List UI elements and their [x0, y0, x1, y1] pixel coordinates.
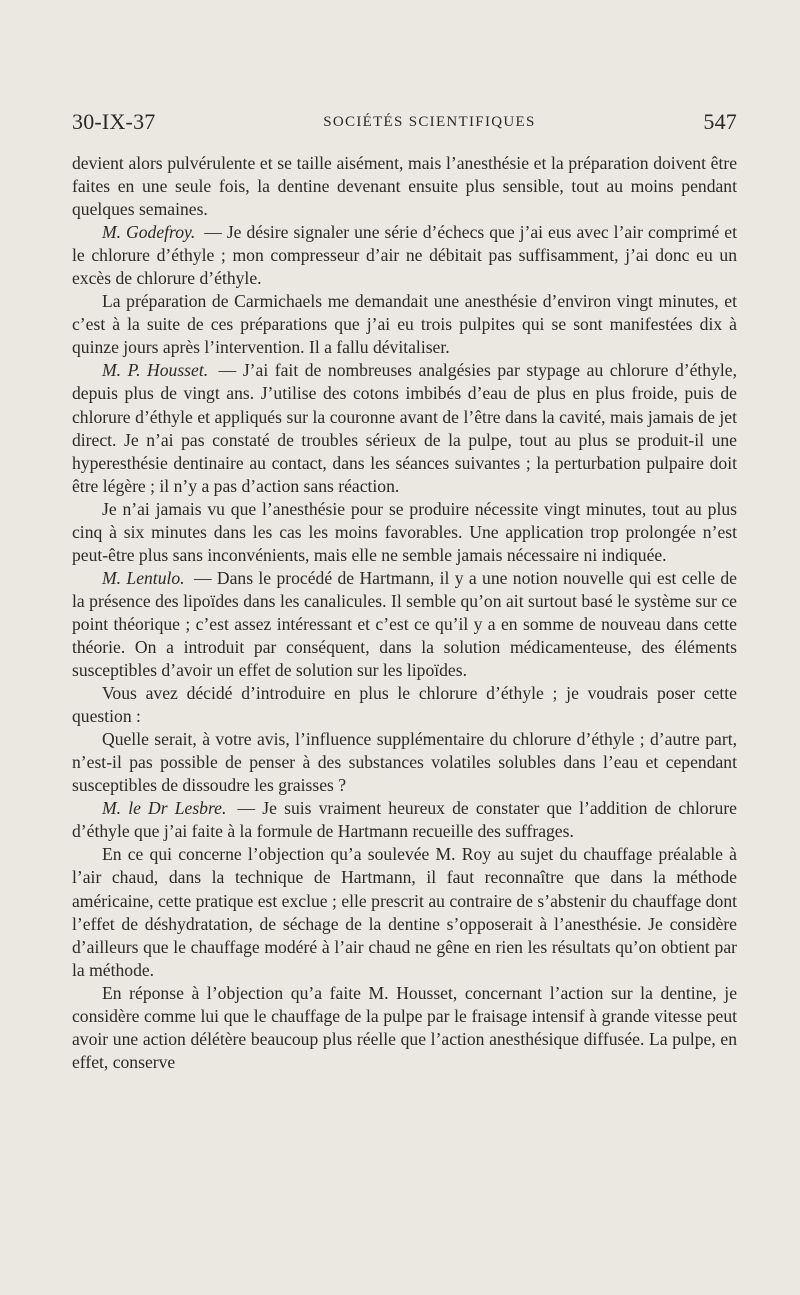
header-title: SOCIÉTÉS SCIENTIFIQUES	[323, 113, 536, 130]
paragraph-7: Vous avez décidé d’introduire en plus le chlorure d’éthyle ; je voudrais poser cette question :	[72, 683, 737, 727]
paragraph-4: M. P. Housset. — J’ai fait de nombreuses analgésies par stypage au chlorure d’éthyle, depuis plus de vingt ans. J’utilise des cotons imbibés d’eau de plus en plus froide, puis de chlorure d’éthyle et appliqués sur la couronne avant de l’être dans la cavité, mais jamais de jet direct. Je n’ai pas constaté de troubles sérieux de la pulpe, tout au plus se produit-il une hyperesthésie dentinaire au contact, dans les séances suivantes ; la perturbation pulpaire doit être légère ; il n’y a pas d’action sans réaction.	[72, 360, 737, 496]
running-header	[72, 105, 737, 139]
dash-separator: —	[218, 360, 237, 381]
speaker-name: M. Godefroy.	[102, 222, 196, 243]
paragraph-10: En ce qui concerne l’objection qu’a soulevée M. Roy au sujet du chauffage préalable à l’air chaud, dans la technique de Hartmann, il faut reconnaître que dans la méthode américaine, cette pratique est exclue ; elle prescrit au contraire de s’abstenir du chauffage dont l’effet de déshydratation, de séchage de la dentine s’opposerait à l’anesthésie. Je considère d’ailleurs que le chauffage modéré à l’air chaud ne gêne en rien les résultats qu’on obtient par la méthode.	[72, 844, 737, 980]
dash-separator: —	[237, 798, 256, 819]
speaker-name: M. le Dr Lesbre.	[102, 798, 227, 819]
paragraph-3: La préparation de Carmichaels me demandait une anesthésie d’environ vingt minutes, et c’est à la suite de ces préparations que j’ai eu trois pulpites qui se sont manifestées dix à quinze jours après l’intervention. Il a fallu dévitaliser.	[72, 291, 737, 358]
paragraph-8: Quelle serait, à votre avis, l’influence supplémentaire du chlorure d’éthyle ; d’autre part, n’est-il pas possible de penser à des substances volatiles solubles dans l’eau et cependant susceptibles de dissoudre les graisses ?	[72, 729, 737, 796]
speaker-name: M. Lentulo.	[102, 567, 185, 588]
header-date: 30-IX-37	[72, 109, 156, 134]
dash-separator: —	[204, 222, 222, 243]
page-number: 547	[703, 109, 737, 134]
paragraph-1: devient alors pulvérulente et se taille aisément, mais l’anesthésie et la préparation doivent être faites en une seule fois, la dentine devenant ensuite plus sensible, tout au moins pendant quelques semaines.	[72, 153, 737, 220]
paragraph-6: M. Lentulo. — Dans le procédé de Hartmann, il y a une notion nouvelle qui est celle de la présence des lipoïdes dans les canalicules. Il semble qu’on ait surtout basé le système sur ce point théorique ; c’est assez intéressant et c’est ce qu’il y a en somme de nouveau dans cette théorie. On a introduit par conséquent, dans la solution médicamenteuse, des éléments susceptibles d’avoir un effet de solution sur les lipoïdes.	[72, 567, 737, 681]
paragraph-9: M. le Dr Lesbre. — Je suis vraiment heureux de constater que l’addition de chlorure d’éthyle que j’ai faite à la formule de Hartmann recueille des suffrages.	[72, 798, 737, 842]
paragraph-11: En réponse à l’objection qu’a faite M. Housset, concernant l’action sur la dentine, je considère comme lui que le chauffage de la pulpe par le fraisage intensif à grande vitesse peut avoir une action délétère beaucoup plus réelle que l’action anesthésique diffusée. La pulpe, en effet, conserve	[72, 982, 737, 1072]
paragraph-5: Je n’ai jamais vu que l’anesthésie pour se produire nécessite vingt minutes, tout au plus cinq à six minutes dans les cas les moins favorables. Une application trop prolongée n’est peut-être plus sans inconvénients, mais elle ne semble jamais nécessaire ni indiquée.	[72, 498, 737, 565]
speaker-name: M. P. Housset.	[102, 360, 209, 381]
paragraph-2: M. Godefroy. — Je désire signaler une série d’échecs que j’ai eus avec l’air comprimé et le chlorure d’éthyle ; mon compresseur d’air ne débitait pas suffisamment, j’ai donc eu un excès de chlorure d’éthyle.	[72, 222, 737, 289]
body-text	[72, 152, 737, 1074]
dash-separator: —	[193, 567, 212, 588]
